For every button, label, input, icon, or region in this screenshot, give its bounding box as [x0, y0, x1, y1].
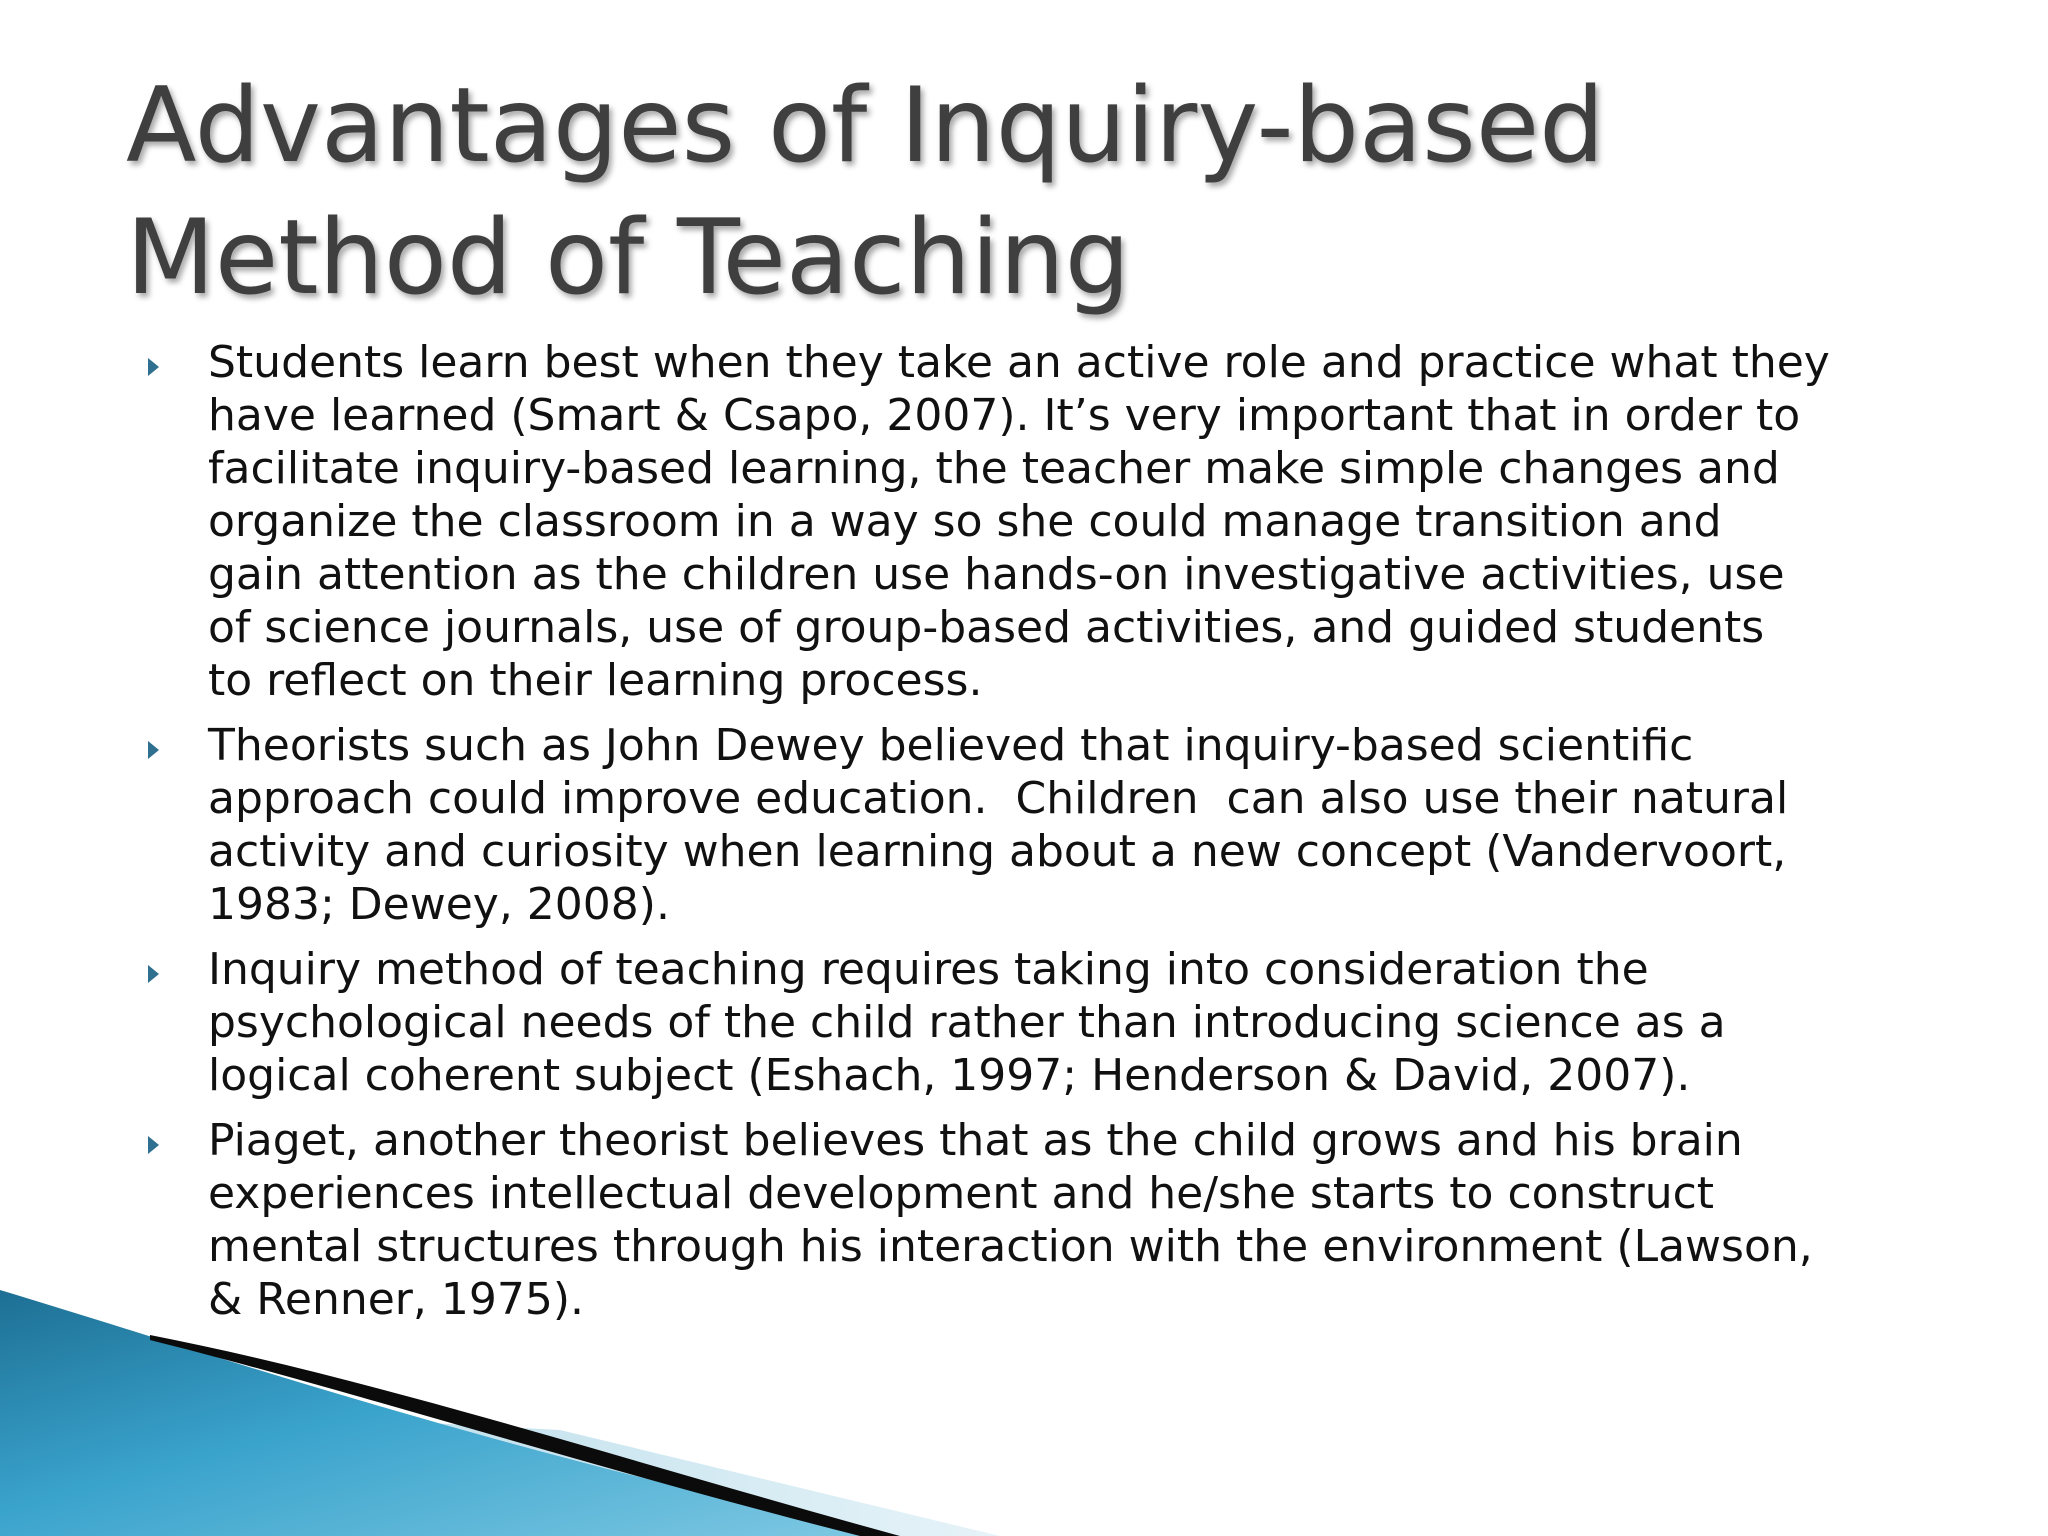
bullet-line: Students learn best when they take an active role and practice what they: [208, 337, 1830, 388]
slide-title-line: Method of Teaching: [126, 198, 1131, 318]
slide-title-line: Advantages of Inquiry-based: [126, 66, 1605, 186]
triangle-bullet-icon: [148, 965, 159, 983]
bullet-line: experiences intellectual development and he/she starts to construct: [208, 1168, 1715, 1219]
bullet-line: activity and curiosity when learning about a new concept (Vandervoort,: [208, 826, 1787, 877]
bullet-line: approach could improve education. Children can also use their natural: [208, 773, 1789, 824]
bullet-line: Piaget, another theorist believes that as the child grows and his brain: [208, 1115, 1743, 1166]
bullet-item: [142, 719, 1942, 931]
bullet-text: [208, 719, 1942, 931]
slide-title: [126, 60, 1926, 324]
bullet-line: & Renner, 1975).: [208, 1274, 584, 1325]
bullet-line: of science journals, use of group-based activities, and guided students: [208, 602, 1765, 653]
bullet-line: to reflect on their learning process.: [208, 655, 983, 706]
triangle-bullet-icon: [148, 358, 159, 376]
bullet-list: [142, 336, 1942, 1338]
triangle-bullet-icon: [148, 1136, 159, 1154]
bullet-line: have learned (Smart & Csapo, 2007). It’s very important that in order to: [208, 390, 1801, 441]
bullet-line: organize the classroom in a way so she could manage transition and: [208, 496, 1722, 547]
decorative-wave-graphic: [0, 1280, 1000, 1536]
bullet-item: [142, 943, 1942, 1102]
bullet-line: facilitate inquiry-based learning, the teacher make simple changes and: [208, 443, 1780, 494]
bullet-text: [208, 336, 1942, 707]
bullet-line: Inquiry method of teaching requires taking into consideration the: [208, 944, 1649, 995]
triangle-bullet-icon: [148, 741, 159, 759]
bullet-line: psychological needs of the child rather than introducing science as a: [208, 997, 1726, 1048]
bullet-text: [208, 943, 1942, 1102]
bullet-line: mental structures through his interaction with the environment (Lawson,: [208, 1221, 1813, 1272]
bullet-item: [142, 336, 1942, 707]
bullet-line: gain attention as the children use hands-on investigative activities, use: [208, 549, 1785, 600]
bullet-line: 1983; Dewey, 2008).: [208, 879, 670, 930]
bullet-line: Theorists such as John Dewey believed that inquiry-based scientific: [208, 720, 1694, 771]
bullet-line: logical coherent subject (Eshach, 1997; Henderson & David, 2007).: [208, 1050, 1691, 1101]
